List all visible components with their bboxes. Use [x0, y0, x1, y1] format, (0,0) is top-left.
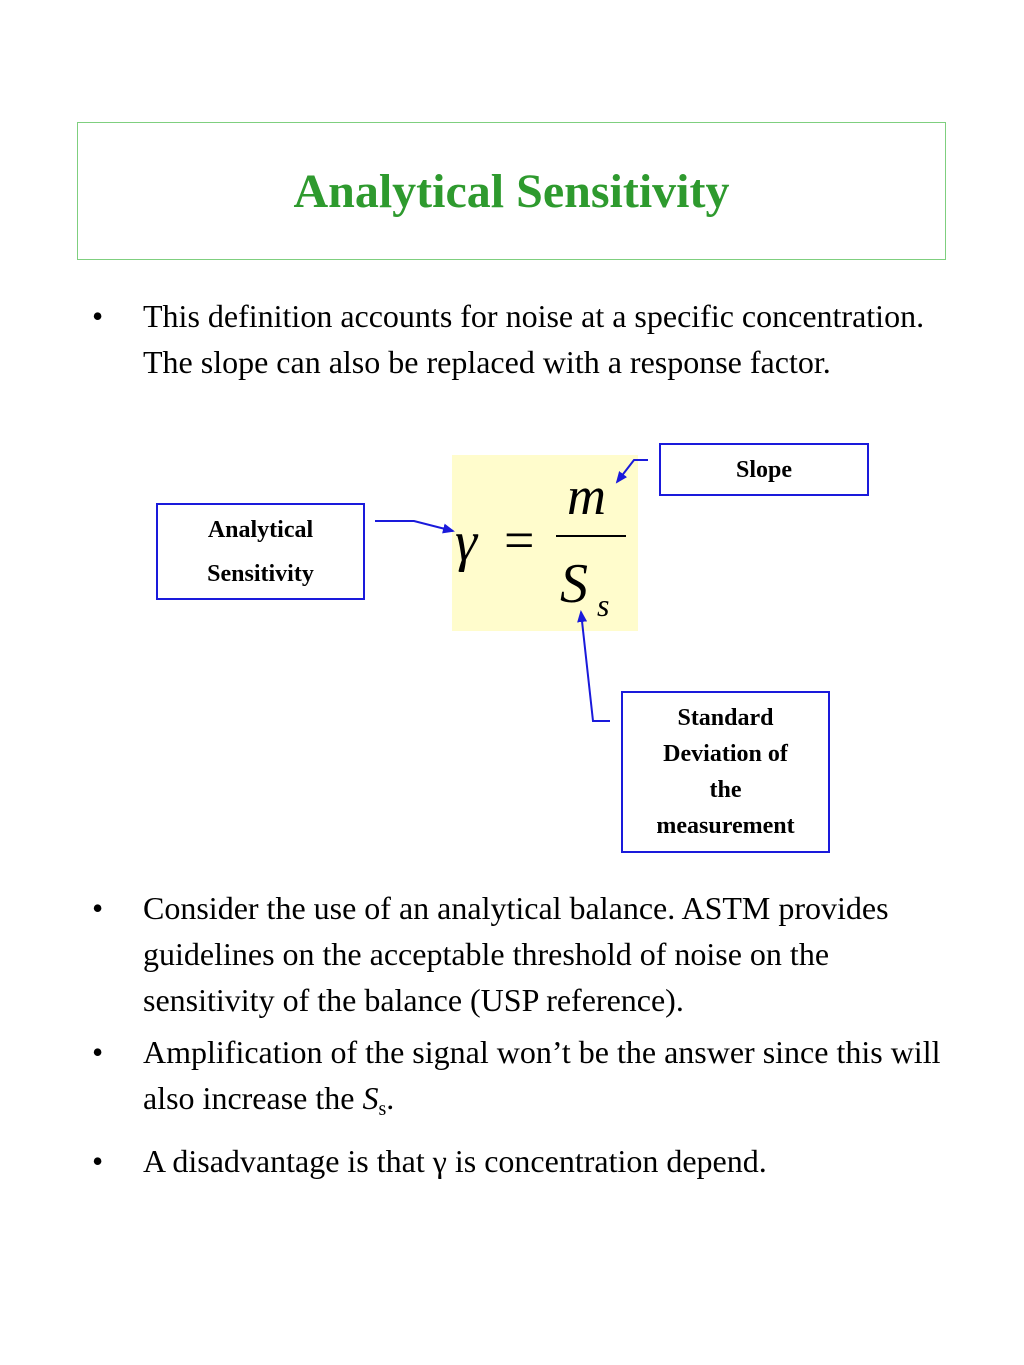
arrow-slope — [617, 460, 648, 482]
bullet-dot: • — [92, 1143, 104, 1179]
bullet-text-end: . — [386, 1080, 395, 1116]
bullet-dot: • — [92, 890, 104, 926]
bullet-text: This definition accounts for noise at a specific concentration. The slope can also be replaced with a response factor. — [143, 298, 925, 380]
bullet-dot: • — [92, 1034, 104, 1070]
ss-symbol-sub: s — [378, 1098, 387, 1120]
slide-title: Analytical Sensitivity — [293, 164, 730, 218]
bullet-list-bottom — [0, 885, 1024, 1190]
bullet-item — [0, 1029, 1024, 1132]
bullet-text: Amplification of the signal won’t be the answer since this will also increase the — [143, 1034, 941, 1116]
bullet-text: A disadvantage is that γ is concentration depend. — [143, 1143, 767, 1179]
sd-label-line2: Deviation of — [663, 741, 788, 767]
arrow-analytical-sensitivity — [375, 521, 453, 531]
as-label-line2: Sensitivity — [207, 560, 314, 587]
as-label-line1: Analytical — [207, 516, 314, 543]
slope-label: Slope — [735, 456, 792, 483]
analytical-sensitivity-callout — [156, 503, 365, 600]
formula-numerator: m — [567, 466, 606, 526]
sd-label-line3: the — [709, 777, 742, 803]
bullet-dot: • — [92, 298, 104, 334]
arrow-std-dev — [581, 612, 610, 721]
formula-gamma: γ — [455, 511, 478, 573]
std-dev-callout — [621, 691, 830, 853]
formula-denominator-sub: s — [597, 587, 610, 623]
sd-label-line1: Standard — [677, 705, 774, 731]
sd-label-line4: measurement — [656, 813, 795, 839]
slope-callout — [659, 443, 869, 496]
ss-symbol: S — [362, 1080, 379, 1116]
formula-equals: = — [504, 510, 535, 570]
bullet-item — [0, 885, 1024, 1023]
bullet-text: Consider the use of an analytical balance. ASTM provides guidelines on the acceptable threshold of noise on the sensitivity of the balance (USP reference). — [143, 890, 889, 1018]
bullet-item — [0, 1138, 1024, 1184]
formula-denominator: S — [560, 553, 588, 615]
